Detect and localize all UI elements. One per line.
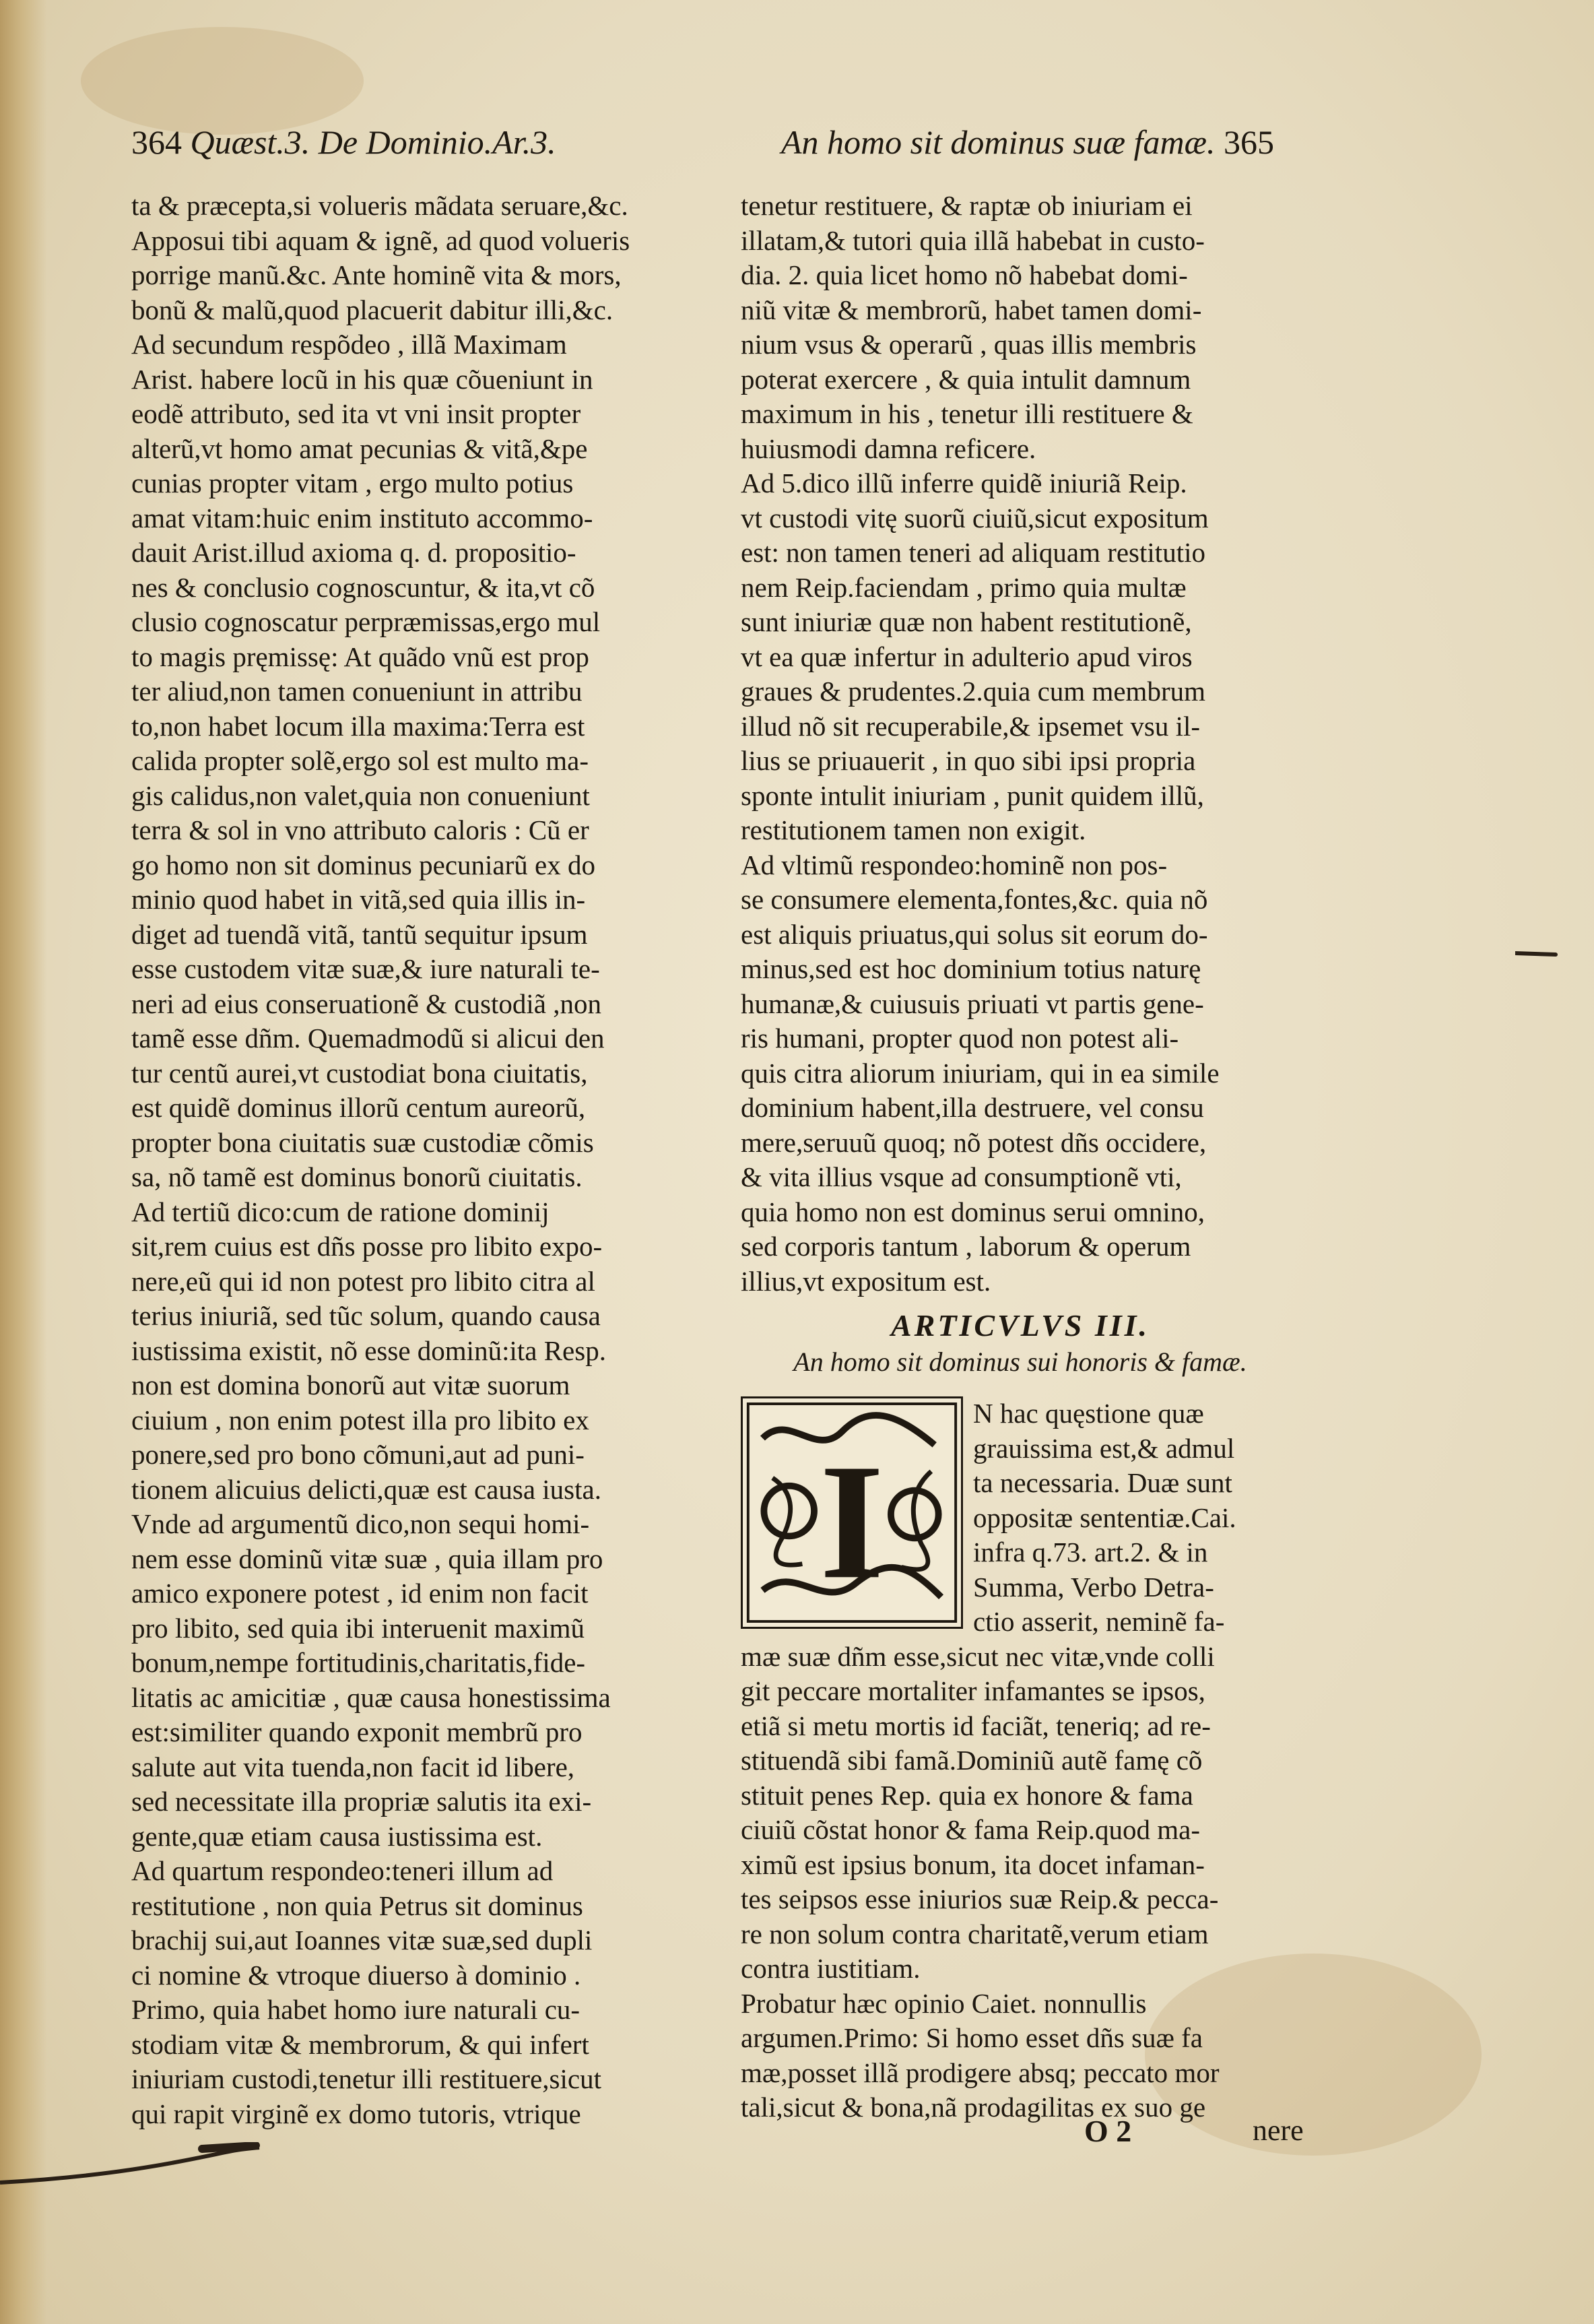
text-line: & vita illius vsque ad consumptionẽ vti, (741, 1161, 1182, 1192)
catchword: nere (1253, 2114, 1304, 2147)
text-line: dia. 2. quia licet homo nõ habebat domi- (741, 259, 1188, 290)
text-line: dominium habent,illa destruere, vel consu (741, 1092, 1204, 1123)
text-line: ci nomine & vtroque diuerso à dominio . (131, 1959, 581, 1991)
text-line: ctio asserit, neminẽ fa- (973, 1606, 1225, 1637)
text-line: ciuium , non enim potest illa pro libito ex (131, 1404, 589, 1435)
text-line: tur centũ aurei,vt custodiat bona ciuitatis, (131, 1057, 588, 1089)
text-line: to magis pręmissę: At quãdo vnũ est prop (131, 641, 589, 672)
text-line: sponte intulit iniuriam , punit quidem illũ, (741, 779, 1204, 811)
text-line: Ad vltimũ respondeo:hominẽ non pos- (741, 849, 1168, 880)
ornamental-initial-icon (743, 1398, 961, 1627)
margin-mark (1515, 946, 1562, 960)
text-line: git peccare mortaliter infamantes se ipsos, (741, 1675, 1205, 1706)
text-line: litatis ac amicitiæ , quæ causa honestissima (131, 1681, 611, 1713)
right-text-column (741, 189, 1300, 2125)
text-line: est aliquis priuatus,qui solus sit eorum do- (741, 918, 1208, 950)
signature-mark: O 2 (1084, 2114, 1132, 2148)
text-line: Ad tertiũ dico:cum de ratione dominij (131, 1196, 550, 1227)
text-line: iniuriam custodi,tenetur illi restituere,sicut (131, 2063, 601, 2094)
text-line: quia homo non est dominus serui omnino, (741, 1196, 1205, 1227)
text-line: nium vsus & operarũ , quas illis membris (741, 329, 1197, 360)
left-text-column (131, 189, 684, 2131)
article-title: ARTICVLVS III. (890, 1308, 1150, 1343)
text-line: vt custodi vitę suorũ ciuiũ,sicut expositum (741, 502, 1209, 534)
ink-scratch-mark (0, 2142, 263, 2189)
text-line: nem esse dominũ vitæ suæ , quia illam pro (131, 1543, 603, 1574)
text-line: sed corporis tantum , laborum & operum (741, 1231, 1191, 1262)
text-line: dauit Arist.illud axioma q. d. propositio- (131, 537, 576, 568)
text-line: re non solum contra charitatẽ,verum etiam (741, 1918, 1209, 1949)
text-line: propter bona ciuitatis suæ custodiæ cõmis (131, 1126, 594, 1158)
text-line: restitutionem tamen non exigit. (741, 814, 1086, 845)
text-line: graues & prudentes.2.quia cum membrum (741, 676, 1205, 707)
text-line: tenetur restituere, & raptæ ob iniuriam ei (741, 190, 1193, 221)
text-line: Probatur hæc opinio Caiet. nonnullis (741, 1987, 1147, 2019)
text-line: bonum,nempe fortitudinis,charitatis,fide- (131, 1647, 586, 1678)
text-line: Vnde ad argumentũ dico,non sequi homi- (131, 1508, 590, 1539)
text-line: nere,eũ qui id non potest pro libito citra al (131, 1265, 595, 1297)
text-line: amat vitam:huic enim instituto accommo- (131, 502, 593, 534)
text-line: brachij sui,aut Ioannes vitæ suæ,sed dupli (131, 1925, 593, 1956)
right-column-text-after-initial (741, 1640, 1300, 2125)
text-line: Apposui tibi aquam & ignẽ, ad quod volueris (131, 224, 630, 256)
text-line: se consumere elementa,fontes,&c. quia nõ (741, 884, 1208, 915)
text-line: maximum in his , tenetur illi restituere & (741, 398, 1193, 429)
text-line: est: non tamen teneri ad aliquam restitutio (741, 537, 1205, 568)
text-line: mæ,posset illã prodigere absq; peccato mor (741, 2057, 1220, 2088)
text-line: humanæ,& cuiusuis priuati vt partis gene- (741, 988, 1204, 1019)
text-line: stituit penes Rep. quia ex honore & fama (741, 1779, 1193, 1811)
text-line: terius iniuriã, sed tũc solum, quando causa (131, 1300, 601, 1331)
text-line: poterat exercere , & quia intulit damnum (741, 363, 1191, 395)
text-line: stituendã sibi famã.Dominiũ autẽ famę cõ (741, 1745, 1203, 1776)
text-line: minus,sed est hoc dominium totius naturę (741, 953, 1201, 984)
right-running-title: An homo sit dominus suæ famæ. (781, 123, 1216, 161)
text-line: mere,seruuũ quoq; nõ potest dñs occidere, (741, 1126, 1207, 1158)
decorated-initial-letter (741, 1396, 963, 1629)
text-line: tionem alicuius delicti,quæ est causa iusta. (131, 1473, 601, 1505)
text-line: sunt iniuriæ quæ non habent restitutionẽ, (741, 606, 1192, 637)
text-line: minio quod habet in vitã,sed quia illis in- (131, 884, 586, 915)
text-line: nem Reip.faciendam , primo quia multæ (741, 571, 1187, 603)
text-line: ris humani, propter quod non potest ali- (741, 1023, 1179, 1054)
text-line: est:similiter quando exponit membrũ pro (131, 1716, 583, 1747)
text-line: ciuiũ cõstat honor & fama Reip.quod ma- (741, 1814, 1201, 1845)
text-line: Ad 5.dico illũ inferre quidẽ iniuriã Reip. (741, 467, 1187, 498)
text-line: bonũ & malũ,quod placuerit dabitur illi,&c. (131, 294, 613, 325)
text-line: grauissima est,& admul (973, 1432, 1235, 1464)
text-line: Ad secundum respõdeo , illã Maximam (131, 329, 567, 360)
text-line: sa, nõ tamẽ est dominus bonorũ ciuitatis. (131, 1161, 583, 1192)
text-line: ta & præcepta,si volueris mãdata seruare,&c. (131, 190, 628, 221)
left-page-header (131, 123, 556, 162)
left-page-number: 364 (131, 123, 182, 161)
text-line: diget ad tuendã vitã, tantũ sequitur ipsum (131, 918, 588, 950)
text-line: oppositæ sententiæ.Cai. (973, 1502, 1236, 1533)
text-line: terra & sol in vno attributo caloris : Cũ er (131, 814, 589, 845)
text-line: stodiam vitæ & membrorum, & qui infert (131, 2028, 589, 2060)
left-running-title: Quæst.3. De Dominio.Ar.3. (190, 123, 556, 161)
right-column-text-before-article (741, 189, 1300, 1299)
page-edge-shadow (0, 0, 47, 2324)
text-line: gente,quæ etiam causa iustissima est. (131, 1820, 543, 1852)
text-line: lius se priuauerit , in quo sibi ipsi propria (741, 745, 1196, 776)
text-line: quis citra aliorum iniuriam, qui in ea simile (741, 1057, 1220, 1089)
text-line: to,non habet locum illa maxima:Terra est (131, 710, 585, 742)
text-line: tali,sicut & bona,nã prodagilitas ex suo ge (741, 2092, 1206, 2123)
text-line: Summa, Verbo Detra- (973, 1571, 1214, 1603)
text-line: ximũ est ipsius bonum, ita docet infaman- (741, 1848, 1205, 1880)
text-line: tamẽ esse dñm. Quemadmodũ si alicui den (131, 1023, 605, 1054)
text-line: Ad quartum respondeo:teneri illum ad (131, 1855, 554, 1886)
right-page-header (781, 123, 1274, 162)
text-line: qui rapit virginẽ ex domo tutoris, vtrique (131, 2098, 581, 2129)
text-line: vt ea quæ infertur in adulterio apud viros (741, 641, 1193, 672)
right-page-number: 365 (1224, 123, 1275, 161)
text-line: infra q.73. art.2. & in (973, 1537, 1208, 1568)
text-line: nes & conclusio cognoscuntur, & ita,vt cõ (131, 571, 595, 603)
text-line: gis calidus,non valet,quia non conueniunt (131, 779, 590, 811)
text-line: esse custodem vitæ suæ,& iure naturali te- (131, 953, 600, 984)
text-line: restitutione , non quia Petrus sit dominus (131, 1890, 583, 1921)
text-line: Primo, quia habet homo iure naturali cu- (131, 1994, 580, 2025)
text-line: non est domina bonorũ aut vitæ suorum (131, 1369, 570, 1400)
text-line: ponere,sed pro bono cõmuni,aut ad puni- (131, 1439, 585, 1470)
text-line: porrige manũ.&c. Ante hominẽ vita & mors, (131, 259, 622, 290)
text-line: cunias propter vitam , ergo multo potius (131, 467, 574, 498)
text-line: illius,vt expositum est. (741, 1265, 991, 1297)
article-subtitle: An homo sit dominus sui honoris & famæ. (793, 1346, 1247, 1377)
text-line: ta necessaria. Duæ sunt (973, 1467, 1232, 1498)
text-line: clusio cognoscatur perpræmissas,ergo mul (131, 606, 601, 637)
article-opening (741, 1396, 1300, 1640)
text-line: ter aliud,non tamen conueniunt in attribu (131, 676, 583, 707)
text-line: huiusmodi damna reficere. (741, 432, 1036, 464)
text-line: est quidẽ dominus illorũ centum aureorũ, (131, 1092, 586, 1123)
text-line: eodẽ attributo, sed ita vt vni insit propter (131, 398, 581, 429)
text-line: tes seipsos esse iniurios suæ Reip.& pecca- (741, 1883, 1219, 1914)
text-line: Arist. habere locũ in his quæ cõueniunt in (131, 363, 593, 395)
text-line: N hac quęstione quæ (973, 1398, 1204, 1429)
text-line: contra iustitiam. (741, 1953, 921, 1984)
text-line: mæ suæ dñm esse,sicut nec vitæ,vnde colli (741, 1640, 1215, 1672)
paper-stain (81, 27, 364, 135)
text-line: calida propter solẽ,ergo sol est multo ma- (131, 745, 589, 776)
text-line: neri ad eius conseruationẽ & custodiã ,non (131, 988, 601, 1019)
text-line: alterũ,vt homo amat pecunias & vitã,&pe (131, 432, 588, 464)
text-line: pro libito, sed quia ibi interuenit maximũ (131, 1612, 585, 1644)
text-line: argumen.Primo: Si homo esset dñs suæ fa (741, 2022, 1203, 2053)
text-line: sit,rem cuius est dñs posse pro libito expo- (131, 1231, 603, 1262)
text-line: sed necessitate illa propriæ salutis ita exi- (131, 1786, 592, 1817)
text-line: go homo non sit dominus pecuniarũ ex do (131, 849, 595, 880)
text-line: illatam,& tutori quia illã habebat in custo- (741, 224, 1205, 256)
text-line: iustissima existit, nõ esse dominũ:ita Resp. (131, 1334, 606, 1366)
text-line: etiã si metu mortis id faciãt, teneriq; ad re- (741, 1710, 1211, 1741)
svg-text:I: I (820, 1430, 884, 1614)
text-line: amico exponere potest , id enim non facit (131, 1578, 589, 1609)
text-line: illud nõ sit recuperabile,& ipsemet vsu il- (741, 710, 1201, 742)
text-line: salute aut vita tuenda,non facit id libere, (131, 1751, 575, 1782)
text-line: niũ vitæ & membrorũ, habet tamen domi- (741, 294, 1202, 325)
